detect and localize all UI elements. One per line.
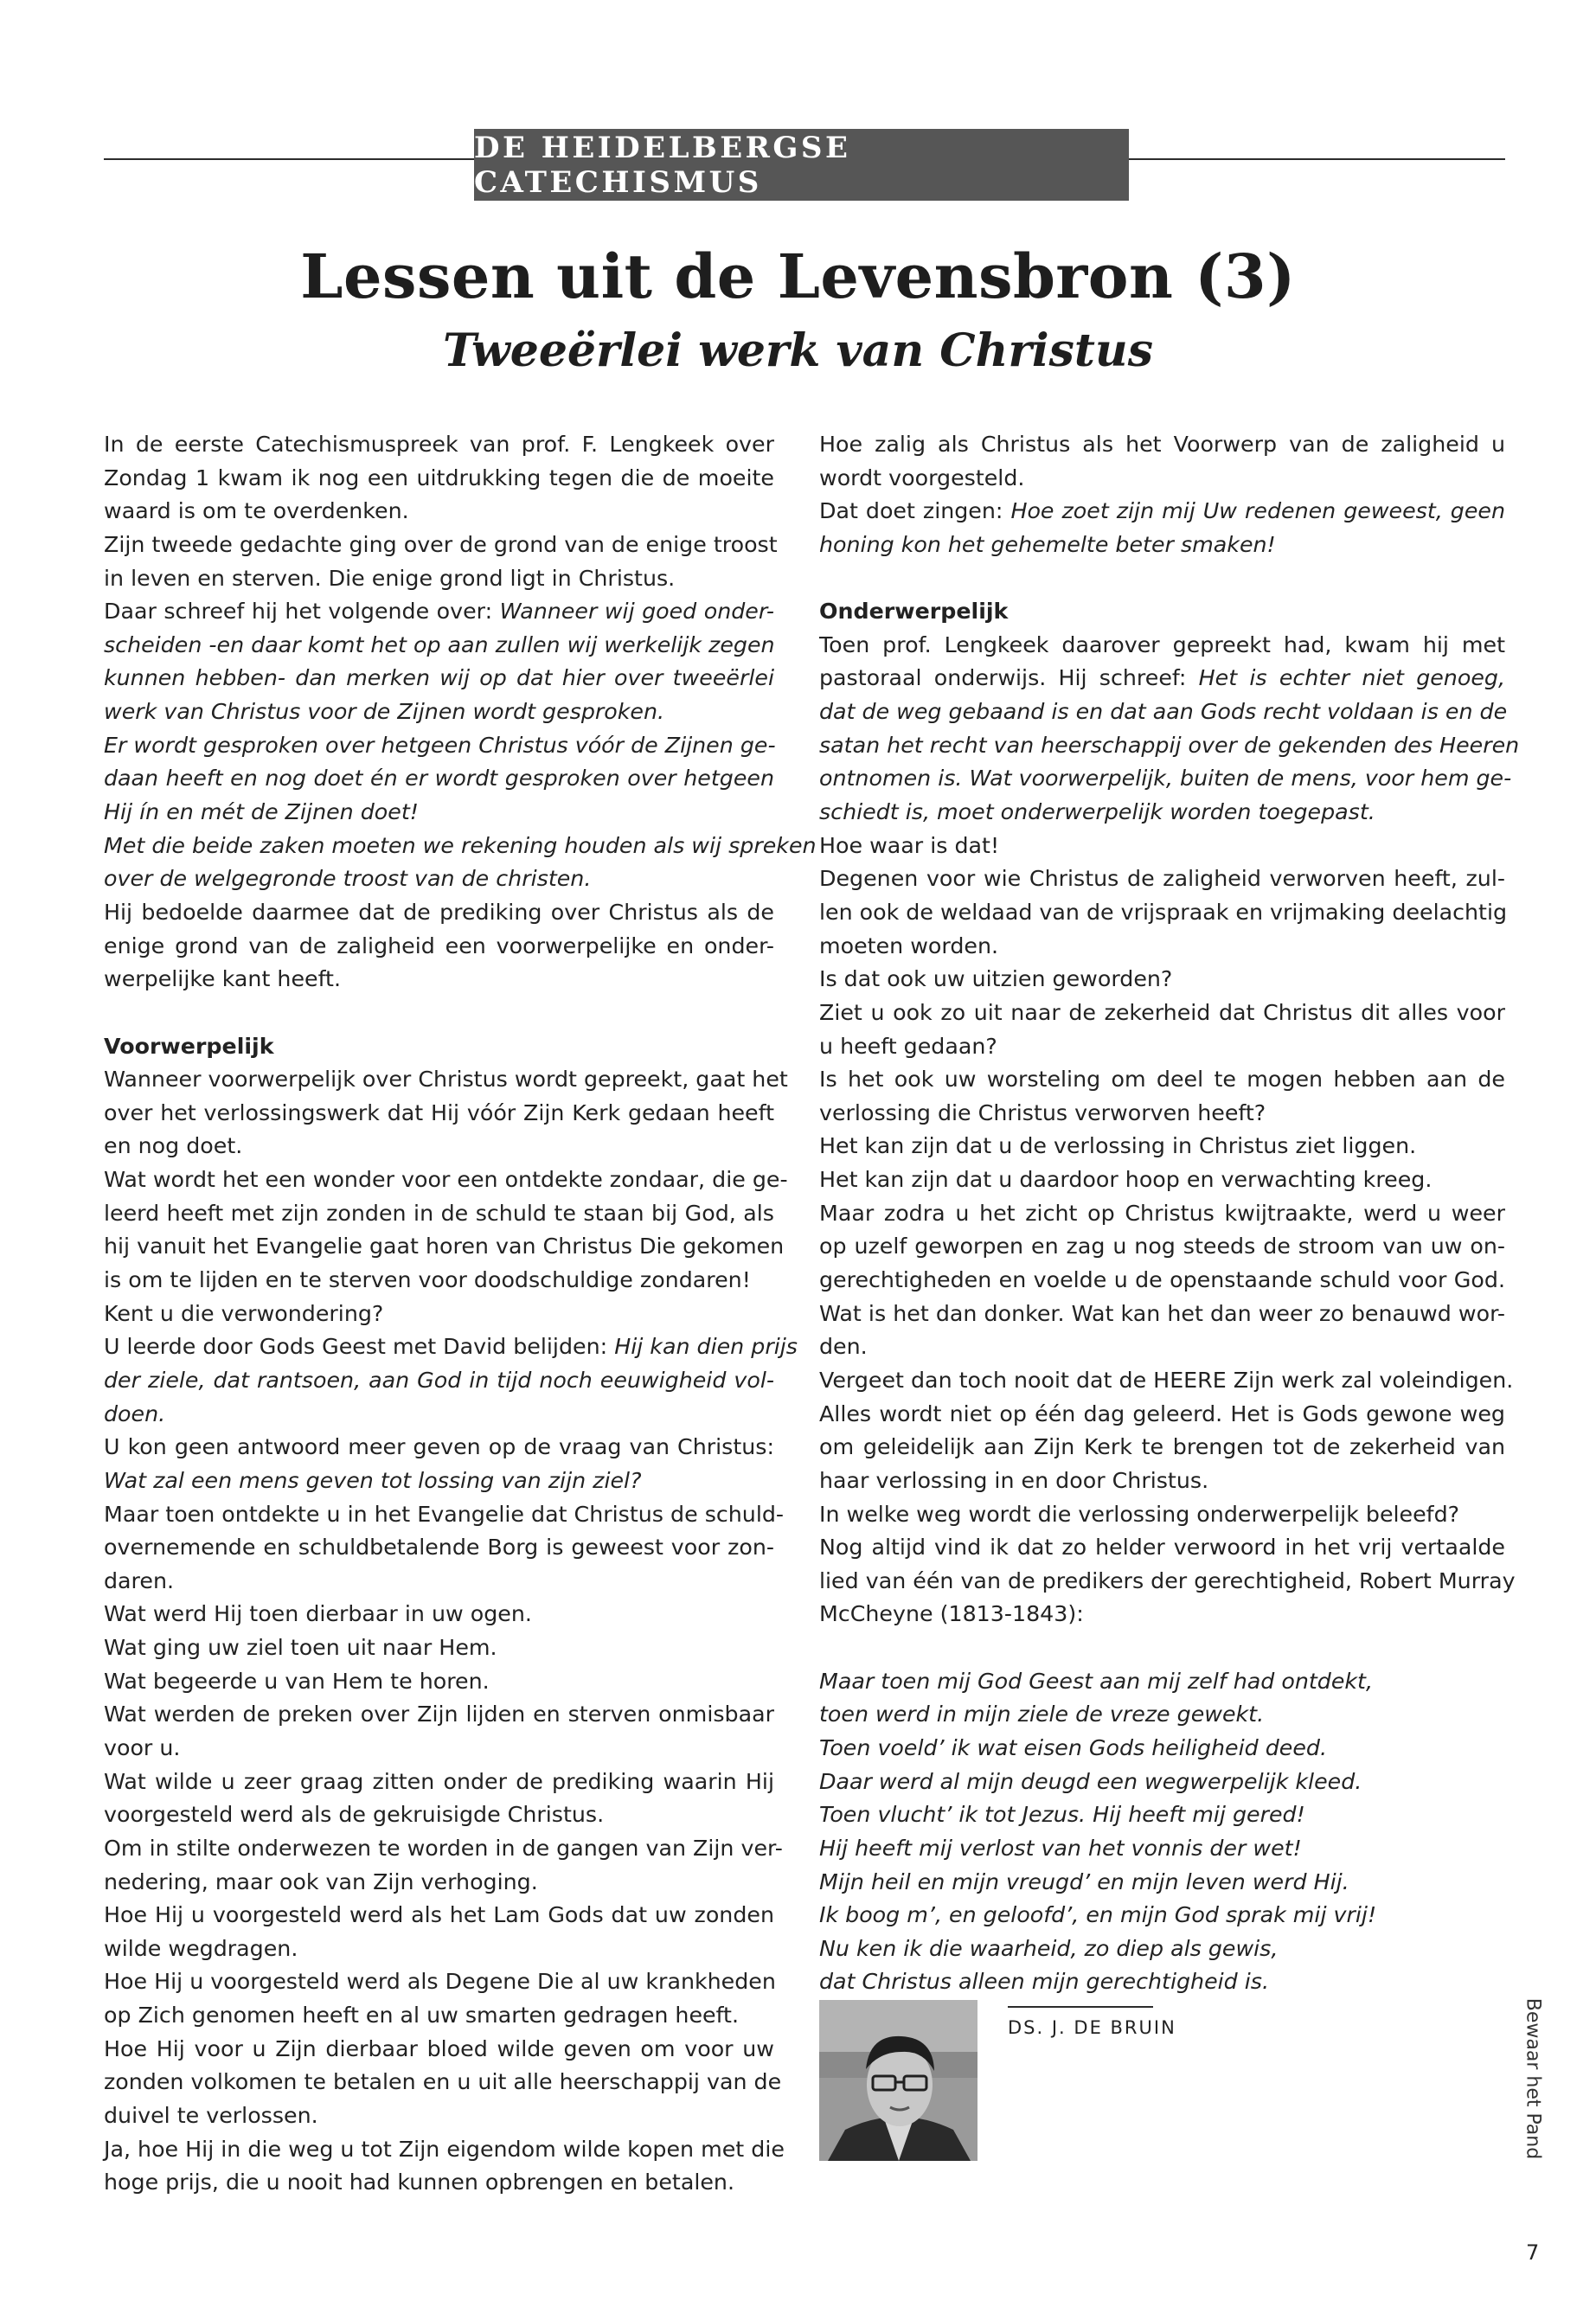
text-line: Hoe Hij voor u Zijn dierbaar bloed wilde geven om voor uw: [104, 2035, 774, 2061]
quote-span: Het is echter niet genoeg,: [1198, 665, 1505, 691]
quote-line: doen.: [104, 1400, 166, 1426]
text-line: Ja, hoe Hij in die weg u tot Zijn eigendom wilde kopen met die: [104, 2136, 785, 2162]
quote-line: Met die beide zaken moeten we rekening houden als wij spreken: [104, 832, 817, 858]
text-line: in leven en sterven. Die enige grond ligt in Christus.: [104, 565, 676, 591]
quote-line: Wat zal een mens geven tot lossing van zijn ziel?: [104, 1467, 642, 1493]
poem-line: Mijn heil en mijn vreugd’ en mijn leven werd Hij.: [819, 1868, 1349, 1894]
quote-line: dat de weg gebaand is en dat aan Gods recht voldaan is en de: [819, 699, 1508, 725]
text-line: Het kan zijn dat u daardoor hoop en verwachting kreeg.: [819, 1167, 1433, 1193]
poem-line: Daar werd al mijn deugd een wegwerpelijk kleed.: [819, 1768, 1362, 1794]
quote-line: over de welgegronde troost van de christen.: [104, 866, 592, 892]
text-line: overnemende en schuldbetalende Borg is geweest voor zon-: [104, 1535, 774, 1561]
text-line: Wat is het dan donker. Wat kan het dan weer zo benauwd wor-: [819, 1300, 1505, 1326]
text-line: Hoe zalig als Christus als het Voorwerp van de zaligheid u: [819, 432, 1505, 457]
header-rule-right: [1129, 158, 1505, 160]
text-line: daren.: [104, 1567, 175, 1593]
text-span: Dat doet zingen:: [819, 498, 1011, 524]
text-line: [819, 662, 1505, 695]
text-line: Vergeet dan toch nooit dat de HEERE Zijn werk zal voleindigen.: [819, 1367, 1514, 1393]
text-line: Wat ging uw ziel toen uit naar Hem.: [104, 1635, 497, 1661]
text-line: [819, 495, 1505, 529]
text-line: Wat wilde u zeer graag zitten onder de prediking waarin Hij: [104, 1768, 774, 1794]
text-line: len ook de weldaad van de vrijspraak en vrijmaking deelachtig: [819, 899, 1508, 925]
quote-line: scheiden -en daar komt het op aan zullen wij werkelijk zegen: [104, 631, 775, 657]
magazine-name: Bewaar het Pand: [1522, 1997, 1544, 2160]
text-line: Kent u die verwondering?: [104, 1300, 384, 1326]
text-line: haar verlossing in en door Christus.: [819, 1467, 1209, 1493]
text-line: verlossing die Christus verworven heeft?: [819, 1099, 1266, 1125]
text-line: nedering, maar ook van Zijn verhoging.: [104, 1868, 538, 1894]
text-line: duivel te verlossen.: [104, 2103, 318, 2129]
header-rule-left: [104, 158, 474, 160]
paragraph-gap: [104, 997, 774, 1030]
text-line: Is dat ook uw uitzien geworden?: [819, 966, 1173, 992]
text-line: Wat wordt het een wonder voor een ontdekte zondaar, die ge-: [104, 1167, 788, 1193]
quote-line: honing kon het gehemelte beter smaken!: [819, 531, 1276, 557]
quote-line: satan het recht van heerschappij over de gekenden des Heeren: [819, 732, 1520, 758]
text-line: Toen prof. Lengkeek daarover gepreekt had, kwam hij met: [819, 631, 1505, 657]
quote-span: Hoe zoet zijn mij Uw redenen geweest, geen: [1010, 498, 1506, 524]
text-line: om geleidelijk aan Zijn Kerk te brengen tot de zekerheid van: [819, 1434, 1505, 1460]
text-line: waard is om te overdenken.: [104, 498, 409, 524]
text-span: Daar schreef hij het volgende over:: [104, 599, 500, 625]
text-line: Degenen voor wie Christus de zaligheid verworven heeft, zul-: [819, 866, 1505, 892]
text-line: op uzelf geworpen en zag u nog steeds de stroom van uw on-: [819, 1234, 1505, 1259]
text-line: over het verlossingswerk dat Hij vóór Zijn Kerk gedaan heeft: [104, 1099, 774, 1125]
section-heading: Onderwerpelijk: [819, 599, 1009, 625]
text-span: U leerde door Gods Geest met David belijden:: [104, 1334, 615, 1360]
poem-line: Hij heeft mij verlost van het vonnis der wet!: [819, 1835, 1302, 1861]
magazine-name-vertical: [1516, 1997, 1550, 2161]
right-column: [819, 428, 1520, 1999]
poem-line: Toen vlucht’ ik tot Jezus. Hij heeft mij gered!: [819, 1802, 1305, 1828]
text-line: en nog doet.: [104, 1133, 243, 1159]
quote-span: Wanneer wij goed onder-: [499, 599, 774, 625]
text-line: Is het ook uw worsteling om deel te mogen hebben aan de: [819, 1067, 1505, 1093]
poem-line: dat Christus alleen mijn gerechtigheid is.: [819, 1969, 1270, 1995]
text-line: u heeft gedaan?: [819, 1033, 997, 1059]
quote-line: schiedt is, moet onderwerpelijk worden toegepast.: [819, 799, 1375, 825]
quote-line: Er wordt gesproken over hetgeen Christus vóór de Zijnen ge-: [104, 732, 776, 758]
text-line: Het kan zijn dat u de verlossing in Christus ziet liggen.: [819, 1133, 1417, 1159]
text-line: gerechtigheden en voelde u de openstaande schuld voor God.: [819, 1267, 1505, 1293]
text-line: voorgesteld werd als de gekruisigde Christus.: [104, 1802, 605, 1828]
text-line: den.: [819, 1334, 868, 1360]
quote-span: Hij kan dien prijs: [614, 1334, 798, 1360]
text-line: Hij bedoelde daarmee dat de prediking over Christus als de: [104, 899, 774, 925]
text-line: In welke weg wordt die verlossing onderwerpelijk beleefd?: [819, 1501, 1460, 1527]
poem-line: toen werd in mijn ziele de vreze gewekt.: [819, 1702, 1265, 1727]
text-line: McCheyne (1813-1843):: [819, 1601, 1084, 1627]
text-line: Hoe waar is dat!: [819, 832, 1000, 858]
article-title: Lessen uit de Levensbron (3): [300, 240, 1296, 312]
text-line: Alles wordt niet op één dag geleerd. Het is Gods gewone weg: [819, 1400, 1505, 1426]
text-line: Wat werd Hij toen dierbaar in uw ogen.: [104, 1601, 532, 1627]
poem-line: Toen voeld’ ik wat eisen Gods heiligheid deed.: [819, 1734, 1328, 1760]
text-line: U kon geen antwoord meer geven op de vraag van Christus:: [104, 1434, 774, 1460]
text-line: Hoe Hij u voorgesteld werd als Degene Die al uw krankheden: [104, 1969, 776, 1995]
quote-line: kunnen hebben- dan merken wij op dat hier over tweeërlei: [104, 665, 774, 691]
text-line: Wat werden de preken over Zijn lijden en sterven onmisbaar: [104, 1702, 774, 1727]
text-line: Ziet u ook zo uit naar de zekerheid dat Christus dit alles voor: [819, 999, 1505, 1025]
text-line: Zondag 1 kwam ik nog een uitdrukking tegen die de moeite: [104, 465, 774, 490]
text-line: voor u.: [104, 1734, 181, 1760]
poem-line: Maar toen mij God Geest aan mij zelf had ontdekt,: [819, 1668, 1374, 1694]
text-line: is om te lijden en te sterven voor doodschuldige zondaren!: [104, 1267, 751, 1293]
text-line: Nog altijd vind ik dat zo helder verwoord in het vrij vertaalde: [819, 1535, 1505, 1561]
poem-line: Nu ken ik die waarheid, zo diep als gewis,: [819, 1935, 1279, 1961]
text-span: pastoraal onderwijs. Hij schreef:: [819, 665, 1199, 691]
text-line: op Zich genomen heeft en al uw smarten gedragen heeft.: [104, 2003, 740, 2029]
quote-line: der ziele, dat rantsoen, aan God in tijd noch eeuwigheid vol-: [104, 1367, 774, 1393]
text-line: leerd heeft met zijn zonden in de schuld te staan bij God, als: [104, 1200, 774, 1226]
paragraph-gap: [819, 562, 1505, 596]
text-line: hij vanuit het Evangelie gaat horen van Christus Die gekomen: [104, 1234, 785, 1259]
text-line: [104, 1330, 798, 1364]
author-name: DS. J. DE BRUIN: [1008, 2017, 1176, 2038]
quote-line: Hij ín en mét de Zijnen doet!: [104, 799, 419, 825]
section-heading: Voorwerpelijk: [104, 1033, 274, 1059]
quote-line: ontnomen is. Wat voorwerpelijk, buiten de mens, voor hem ge-: [819, 766, 1512, 792]
text-line: moeten worden.: [819, 933, 999, 958]
poem-line: Ik boog m’, en geloofd’, en mijn God sprak mij vrij!: [819, 1902, 1377, 1928]
text-line: zonden volkomen te betalen en u uit alle heerschappij van de: [104, 2069, 782, 2095]
quote-line: daan heeft en nog doet én er wordt gesproken over hetgeen: [104, 766, 774, 792]
text-line: wilde wegdragen.: [104, 1935, 298, 1961]
text-line: werpelijke kant heeft.: [104, 966, 341, 992]
text-line: Wanneer voorwerpelijk over Christus wordt gepreekt, gaat het: [104, 1067, 788, 1093]
text-line: wordt voorgesteld.: [819, 465, 1025, 490]
text-line: Maar zodra u het zicht op Christus kwijtraakte, werd u weer: [819, 1200, 1505, 1226]
text-line: hoge prijs, die u nooit had kunnen opbrengen en betalen.: [104, 2170, 735, 2195]
text-line: [104, 595, 774, 629]
text-line: Hoe Hij u voorgesteld werd als het Lam Gods dat uw zonden: [104, 1902, 774, 1928]
page-number: 7: [1526, 2240, 1540, 2265]
section-banner: DE HEIDELBERGSE CATECHISMUS: [474, 129, 1129, 201]
author-portrait-graphic: [819, 2000, 977, 2161]
text-line: Om in stilte onderwezen te worden in de gangen van Zijn ver-: [104, 1835, 783, 1861]
left-column: [104, 428, 817, 2200]
article-subtitle: Tweeërlei werk van Christus: [442, 324, 1153, 377]
text-line: Maar toen ontdekte u in het Evangelie dat Christus de schuld-: [104, 1501, 785, 1527]
text-line: enige grond van de zaligheid een voorwerpelijke en onder-: [104, 933, 774, 958]
signature-rule: [1008, 2006, 1153, 2008]
author-photo: [819, 2000, 977, 2161]
text-line: Wat begeerde u van Hem te horen.: [104, 1668, 490, 1694]
paragraph-gap: [819, 1631, 1505, 1665]
text-line: Zijn tweede gedachte ging over de grond van de enige troost: [104, 531, 778, 557]
quote-line: werk van Christus voor de Zijnen wordt gesproken.: [104, 699, 665, 725]
text-line: lied van één van de predikers der gerechtigheid, Robert Murray: [819, 1567, 1516, 1593]
text-line: In de eerste Catechismuspreek van prof. F. Lengkeek over: [104, 432, 774, 457]
